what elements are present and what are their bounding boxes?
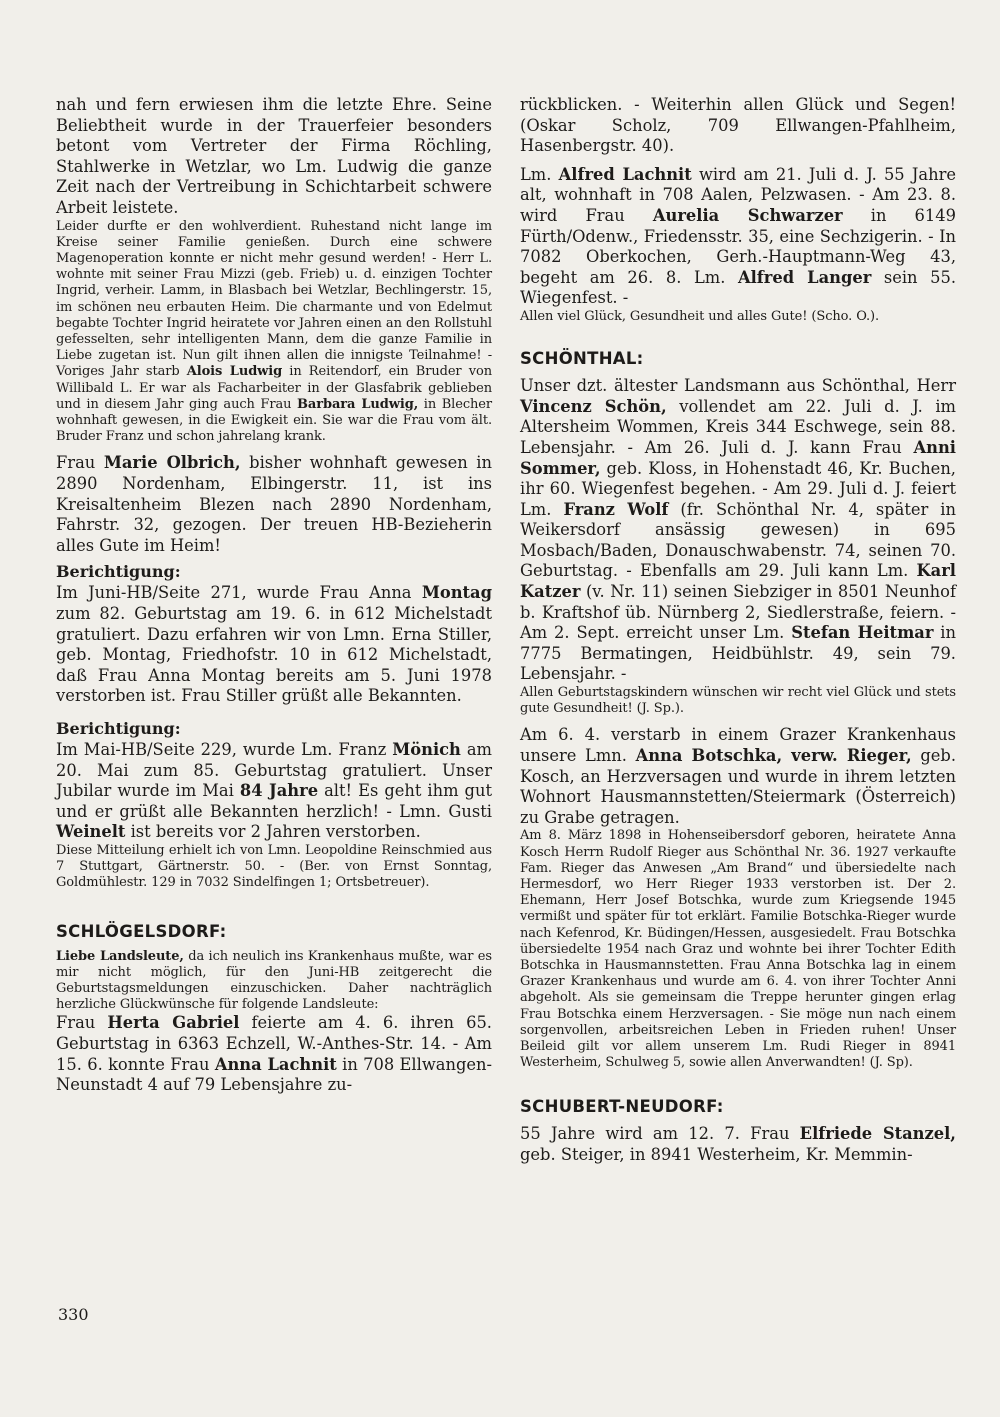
text: da ich neulich ins Krankenhaus mußte, war es mir nicht möglich, für den Juni-HB zeitgerecht die Geburtstagsmeldungen einzuschicken. Daher nachträglich herzliche Glückwünsche für folgende Landsleute:	[56, 948, 492, 1013]
paragraph-botschka-biography: Am 8. März 1898 in Hohenseibersdorf geboren, heiratete Anna Kosch Herrn Rudolf Rieger aus Schönthal Nr. 36. 1927 verkaufte Fam. Rieger das Anwesen „Am Brand“ und übersiedelte nach Hermesdorf, wo Herr Rieger 1933 verstorben ist. Der 2. Ehemann, Herr Josef Botschka, wurde zum Kriegsende 1945 vermißt und später für tot erklärt. Familie Botschka-Rieger wurde nach Kefenrod, Kr. Büdingen/Hessen, ausgesiedelt. Frau Botschka übersiedelte 1954 nach Graz und wohnte bei ihrer Tochter Edith Botschka in Hausmannstetten. Frau Anna Botschka lag in einem Grazer Krankenhaus und wurde am 6. 4. von ihrer Tochter Anni abgeholt. Als sie gemeinsam die Treppe herunter gingen erlag Frau Botschka einem Herzversagen. - Sie möge nun nach einem sorgenvollen, arbeitsreichen Leben in Frieden ruhen! Unser Beileid gilt vor allem unserem Lm. Rudi Rieger in 8941 Westerheim, Schulweg 5, sowie allen Anverwandten! (J. Sp).	[520, 828, 956, 1071]
name-highlight: Mönich	[392, 739, 461, 759]
name-highlight: Alfred Langer	[737, 267, 872, 287]
text: wird am 21. Juli d. J. 55 Jahre alt, wohnhaft in 708 Aalen, Pelzwasen. - Am 23. 8. wird Frau	[520, 164, 956, 225]
lead-highlight: Liebe Landsleute,	[56, 948, 184, 964]
name-highlight: Barbara Ludwig,	[297, 396, 419, 412]
section-heading-schubert-neudorf: SCHUBERT-NEUDORF:	[520, 1097, 724, 1117]
text: Unser dzt. ältester Landsmann aus Schönthal, Herr	[520, 376, 956, 396]
paragraph-moenich	[56, 740, 492, 843]
paragraph-lachnit	[520, 165, 956, 309]
text: Frau	[56, 1013, 96, 1033]
text: Frau	[56, 453, 96, 473]
paragraph-botschka	[520, 725, 956, 828]
name-highlight: Montag	[421, 583, 492, 603]
text: am 20. Mai zum 85. Geburtstag gratuliert. Unser Jubilar wurde im Mai	[56, 739, 492, 801]
text: in 7775 Bermatingen, Heidbühlstr. 49, sein 79. Lebensjahr. -	[520, 623, 956, 684]
paragraph-source-note: Diese Mitteilung erhielt ich von Lmn. Leopoldine Reinschmied aus 7 Stuttgart, Gärtnerstr. 50. - (Ber. von Ernst Sonntag, Goldmühlestr. 129 in 7032 Sindelfingen 1; Ortsbetreuer).	[56, 842, 492, 891]
correction-heading: Berichtigung:	[56, 718, 181, 738]
text: geb. Kosch, an Herzversagen und wurde in ihrem letzten Wohnort Hausmannstetten/Steiermark (Österreich) zu Grabe getragen.	[520, 746, 956, 827]
text: Im Mai-HB/Seite 229, wurde Lm. Franz	[56, 739, 387, 759]
page-number: 330	[58, 1305, 89, 1324]
paragraph-wishes: Allen viel Glück, Gesundheit und alles Gute! (Scho. O.).	[520, 308, 880, 324]
section-heading-schloegelsdorf: SCHLÖGELSDORF:	[56, 921, 227, 941]
paragraph-ludwig-family	[56, 219, 492, 446]
name-highlight: Herta Gabriel	[107, 1013, 240, 1033]
text: in 708 Ellwangen-Neunstadt 4 auf 79 Lebensjahre zu-	[56, 1054, 492, 1095]
text: zum 82. Geburtstag am 19. 6. in 612 Michelstadt gratuliert. Dazu erfahren wir von Lmn. Erna Stiller, geb. Montag, Friedhofstr. 10 in 612 Michelstadt, daß Frau Anna Montag bereits am 5. Juni 1978 verstorben ist. Frau Stiller grüßt alle Bekannten.	[56, 603, 492, 706]
text: Am 6. 4. verstarb in einem Grazer Krankenhaus unsere Lmn.	[520, 725, 956, 766]
text: sein 55. Wiegenfest. -	[520, 267, 956, 308]
name-highlight: Karl Katzer	[520, 561, 956, 602]
name-highlight: Alfred Lachnit	[558, 164, 692, 184]
age-highlight: 84 Jahre	[239, 781, 319, 801]
correction-heading: Berichtigung:	[56, 562, 181, 582]
name-highlight: Marie Olbrich,	[103, 453, 241, 473]
text: in 6149 Fürth/Odenw., Friedensstr. 35, eine Sechzigerin. - In 7082 Oberkochen, Gerh.-Hauptmann-Weg 43, begeht am 26. 8. Lm.	[520, 205, 956, 287]
text: Im Juni-HB/Seite 271, wurde Frau Anna	[56, 583, 412, 603]
text: geb. Steiger, in 8941 Westerheim, Kr. Memmin-	[520, 1145, 913, 1165]
section-heading-schoenthal: SCHÖNTHAL:	[520, 349, 644, 369]
name-highlight: Elfriede Stanzel,	[799, 1124, 956, 1144]
paragraph-olbrich	[56, 453, 492, 556]
text: in Blecher wohnhaft gewesen, in die Ewigkeit ein. Sie war die Frau vom ält. Bruder Franz und schon jahrelang krank.	[56, 396, 492, 445]
text: ist bereits vor 2 Jahren verstorben.	[130, 822, 421, 842]
right-column	[520, 95, 956, 1166]
paragraph-ehre: nah und fern erwiesen ihm die letzte Ehre. Seine Beliebtheit wurde in der Trauerfeier besonders betont vom Vertreter der Firma Röchling, Stahlwerke in Wetzlar, wo Lm. Ludwig die ganze Zeit nach der Vertreibung in Schichtarbeit schwere Arbeit leistete.	[56, 95, 492, 217]
paragraph-liebe-landsleute	[56, 949, 492, 1014]
text: Leider durfte er den wohlverdient. Ruhestand nicht lange im Kreise seiner Familie genießen. Durch eine schwere Magenoperation konnte er nicht mehr gesund werden! - Herr L. wohnte mit seiner Frau Mizzi (geb. Frieb) u. d. einzigen Tochter Ingrid, verheir. Lamm, in Blasbach bei Wetzlar, Bechlingerstr. 15, im schönen neu erbauten Heim. Die charmante und von Edelmut begabte Tochter Ingrid heiratete vor Jahren einen an den Rollstuhl gefesselten, sehr intelligenten Mann, dem die ganze Familie in Liebe zugetan ist. Nun gilt ihnen allen die innigste Teilnahme! - Voriges Jahr starb	[56, 218, 492, 380]
name-highlight: Anni Sommer,	[520, 437, 956, 478]
paragraph-birthday-wishes: Allen Geburtstagskindern wünschen wir recht viel Glück und stets gute Gesundheit! (J. Sp.).	[520, 685, 956, 717]
name-highlight: Stefan Heitmar	[791, 623, 934, 643]
text: alt! Es geht ihm gut und er grüßt alle Bekannten herzlich! - Lmn. Gusti	[56, 781, 493, 821]
text: (fr. Schönthal Nr. 4, später in Weikersdorf ansässig gewesen) in 695 Mosbach/Baden, Donauschwabenstr. 74, seinen 70. Geburtstag. - Ebenfalls am 29. Juli kann Lm.	[520, 499, 957, 581]
text: 55 Jahre wird am 12. 7. Frau	[520, 1124, 790, 1144]
paragraph-gabriel	[56, 1013, 492, 1095]
paragraph-schoen	[520, 376, 956, 685]
left-column	[56, 95, 492, 1096]
name-highlight: Franz Wolf	[563, 499, 669, 519]
name-highlight: Aurelia Schwarzer	[652, 205, 843, 225]
text: in Reitendorf, ein Bruder von Willibald L. Er war als Facharbeiter in der Glasfabrik geblieben und in diesem Jahr ging auch Frau	[56, 364, 492, 412]
name-highlight: Vincenz Schön,	[520, 396, 667, 416]
text: vollendet am 22. Juli d. J. im Altersheim Wommen, Kreis 344 Eschwege, sein 88. Lebensjahr. - Am 26. Juli d. J. kann Frau	[520, 396, 956, 457]
name-highlight: Anna Lachnit	[214, 1054, 337, 1074]
text: (v. Nr. 11) seinen Siebziger in 8501 Neunhof b. Kraftshof üb. Nürnberg 2, Siedlerstraße, feiern. - Am 2. Sept. erreicht unser Lm.	[520, 582, 956, 643]
text: geb. Kloss, in Hohenstadt 46, Kr. Buchen, ihr 60. Wiegenfest begehen. - Am 29. Juli d. J. feiert Lm.	[520, 458, 956, 519]
paragraph-stanzel	[520, 1124, 956, 1165]
paragraph-montag	[56, 583, 492, 707]
name-highlight: Alois Ludwig	[186, 364, 283, 380]
text: Lm.	[520, 164, 552, 184]
text: feierte am 4. 6. ihren 65. Geburtstag in 6363 Echzell, W.-Anthes-Str. 14. - Am 15. 6. konnte Frau	[56, 1013, 492, 1074]
name-highlight: Anna Botschka, verw. Rieger,	[635, 746, 912, 766]
paragraph-rueckblicken: rückblicken. - Weiterhin allen Glück und Segen! (Oskar Scholz, 709 Ellwangen-Pfahlheim, Hasenbergstr. 40).	[520, 95, 956, 156]
name-highlight: Weinelt	[56, 822, 126, 842]
text: bisher wohnhaft gewesen in 2890 Nordenham, Elbingerstr. 11, ist ins Kreisaltenheim Blezen nach 2890 Nordenham, Fahrstr. 32, gezogen. Der treuen HB-Bezieherin alles Gute im Heim!	[56, 453, 493, 555]
